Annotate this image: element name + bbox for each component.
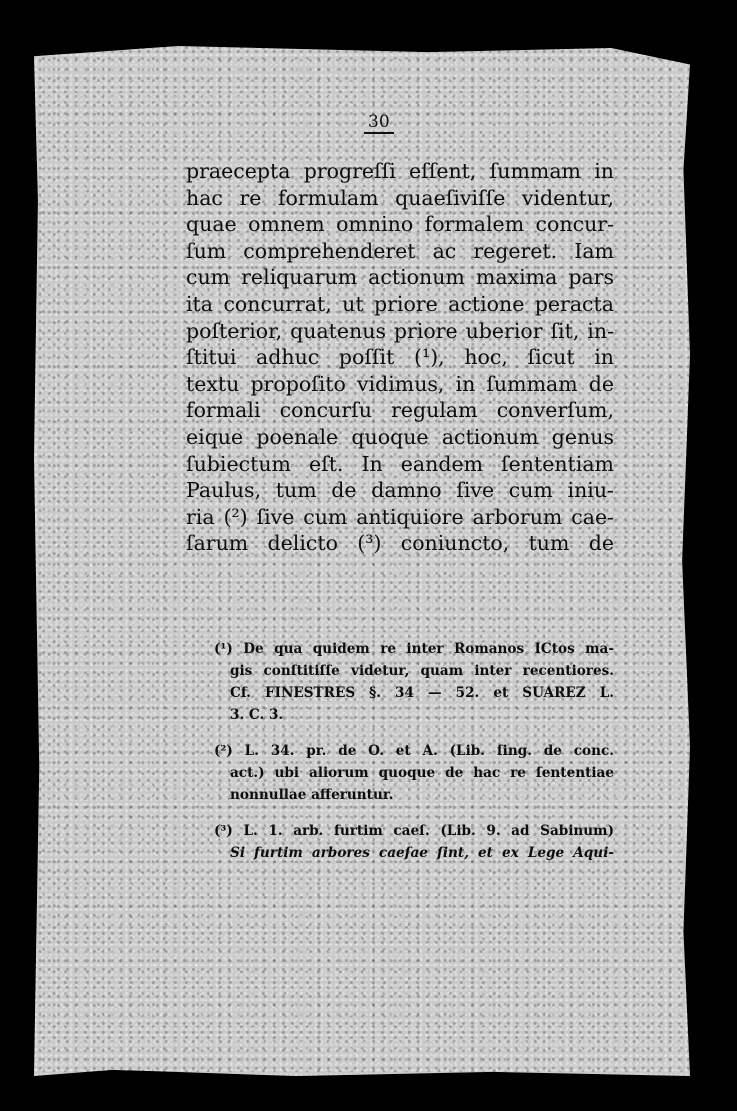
footnote-2 (214, 740, 614, 806)
footnote-line: act.) ubi aliorum quoque de hac re ſententiae (230, 765, 614, 781)
body-line: textu propoſito vidimus, in ſummam de (186, 371, 614, 396)
footnote-line: 3. C. 3. (230, 707, 284, 723)
page-number: 30 (364, 113, 394, 134)
footnote-line: Cf. FINESTRES §. 34 — 52. et SUAREZ L. (230, 685, 614, 701)
body-line: praecepta progreſſi eſſent, ſummam in (186, 159, 614, 183)
body-line: ria (²) ſive cum antiquiore arborum cae- (186, 504, 614, 529)
body-line: ita concurrat, ut priore actione peracta (186, 291, 614, 316)
footnote-line: Si furtim arbores caeſae ſint, et ex Lege Aqui- (230, 845, 614, 861)
body-text (186, 158, 614, 557)
body-line: ſarum delicto (³) coniuncto, tum de (186, 531, 614, 556)
footnotes (214, 638, 614, 878)
footnote-1 (214, 638, 614, 726)
body-line: ſubiectum eſt. In eandem ſententiam (186, 451, 614, 476)
body-line: quae omnem omnino formalem concur- (186, 212, 614, 237)
footnote-line: gis conſtitiſſe videtur, quam inter recentiores. (230, 663, 614, 679)
footnote-line: (¹) De qua quidem re inter Romanos ICtos ma- (214, 641, 614, 657)
body-line: hac re formulam quaeſiviſſe videntur, (186, 185, 614, 210)
footnote-3 (214, 820, 614, 864)
body-line: cum reliquarum actionum maxima pars (186, 265, 614, 290)
body-line: ſum comprehenderet ac regeret. Iam (186, 238, 614, 263)
footnote-line: (²) L. 34. pr. de O. et A. (Lib. ſing. de conc. (214, 743, 614, 759)
body-line: poſterior, quatenus priore uberior ſit, in- (186, 318, 614, 343)
body-line: ſtitui adhuc poſſit (¹), hoc, ſicut in (186, 345, 614, 370)
footnote-line: (³) L. 1. arb. furtim caeſ. (Lib. 9. ad Sabinum) (214, 823, 614, 839)
body-line: eique poenale quoque actionum genus (186, 424, 614, 449)
body-line: formali concurſu regulam converſum, (186, 398, 614, 423)
body-line: Paulus, tum de damno ſive cum iniu- (186, 478, 614, 503)
footnote-line: nonnullae afferuntur. (230, 787, 394, 803)
